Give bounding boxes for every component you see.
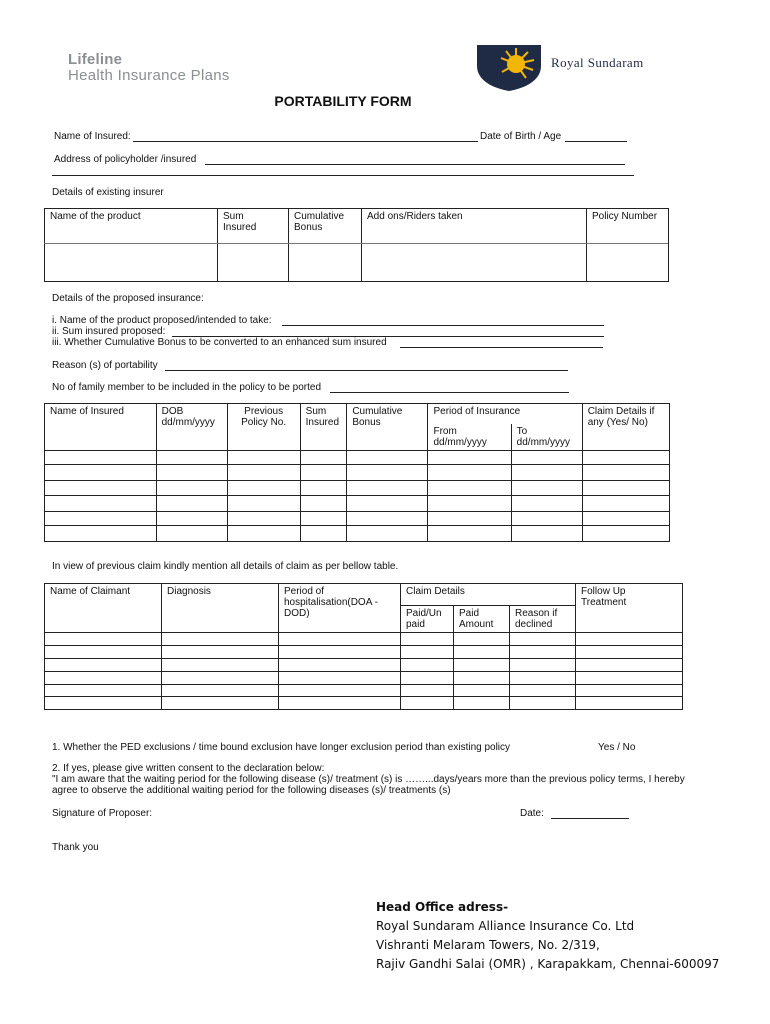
consent-instruction: 2. If yes, please give written consent to the declaration below: [52, 763, 325, 774]
address-label: Address of policyholder /insured [54, 154, 197, 165]
table-row[interactable] [45, 633, 683, 646]
address-field-line2[interactable] [52, 175, 634, 176]
table-row[interactable] [45, 659, 683, 672]
family-count-label: No of family member to be included in the policy to be ported [52, 382, 322, 393]
signature-label: Signature of Proposer: [52, 808, 153, 819]
cumulative-bonus-label: iii. Whether Cumulative Bonus to be converted to an enhanced sum insured [52, 337, 387, 348]
table-row[interactable] [45, 495, 670, 511]
table-row[interactable] [45, 685, 683, 697]
table-row[interactable] [45, 646, 683, 659]
table-row[interactable] [45, 525, 670, 541]
col-name-insured: Name of Insured [45, 404, 157, 451]
col-policy-number: Policy Number [587, 209, 669, 282]
col-member-cumulative-bonus: Cumulative Bonus [347, 404, 428, 451]
proposed-product-field[interactable] [282, 325, 604, 326]
date-field[interactable] [551, 818, 629, 819]
brand-name: Royal Sundaram [551, 55, 644, 70]
footer-heading: Head Office adress- [376, 900, 509, 914]
dob-age-label: Date of Birth / Age [480, 131, 562, 142]
col-hospitalisation-period: Period of hospitalisation(DOA - DOD) [279, 584, 401, 633]
date-label: Date: [520, 808, 544, 819]
existing-insurer-row-divider [44, 243, 668, 244]
col-sum-insured: Sum Insured [218, 209, 289, 282]
col-previous-policy: Previous Policy No. [227, 404, 300, 451]
table-row[interactable] [45, 511, 670, 525]
lifeline-logo-subtitle: Health Insurance Plans [68, 67, 230, 84]
page-title: PORTABILITY FORM [274, 93, 412, 109]
proposed-product-label: i. Name of the product proposed/intended to take: [52, 315, 272, 326]
table-row[interactable] [45, 464, 670, 480]
proposed-heading: Details of the proposed insurance: [52, 293, 204, 304]
col-cumulative-bonus: Cumulative Bonus [289, 209, 362, 282]
royal-sundaram-shield-icon [476, 44, 542, 92]
col-follow-up: Follow Up Treatment [576, 584, 683, 633]
dob-age-field[interactable] [565, 141, 627, 142]
col-claim-details-group: Claim Details [401, 584, 576, 606]
ped-question: 1. Whether the PED exclusions / time bound exclusion have longer exclusion period than existing policy [52, 742, 511, 753]
family-count-field[interactable] [330, 392, 569, 393]
table-row[interactable] [45, 697, 683, 710]
col-period-from: From dd/mm/yyyy [428, 424, 511, 451]
table-row[interactable] [45, 450, 670, 464]
existing-insurer-heading: Details of existing insurer [52, 187, 164, 198]
col-paid-unpaid: Paid/Un paid [401, 606, 454, 633]
claims-intro: In view of previous claim kindly mention all details of claim as per bellow table. [52, 561, 399, 572]
name-insured-label: Name of Insured: [54, 131, 131, 142]
cumulative-bonus-field[interactable] [400, 347, 603, 348]
ped-answer-options[interactable]: Yes / No [598, 742, 636, 753]
col-member-sum-insured: Sum Insured [300, 404, 347, 451]
footer-line1: Royal Sundaram Alliance Insurance Co. Ltd [376, 919, 635, 933]
footer-line3: Rajiv Gandhi Salai (OMR) , Karapakkam, Chennai-600097 [376, 957, 720, 971]
col-claimant-name: Name of Claimant [45, 584, 162, 633]
col-paid-amount: Paid Amount [454, 606, 510, 633]
proposed-sum-label: ii. Sum insured proposed: [52, 326, 166, 337]
col-claim-details: Claim Details if any (Yes/ No) [582, 404, 669, 451]
name-insured-field[interactable] [133, 141, 478, 142]
col-dob: DOB dd/mm/yyyy [156, 404, 227, 451]
lifeline-logo-title: Lifeline [68, 51, 123, 68]
reason-field[interactable] [165, 370, 568, 371]
col-addons: Add ons/Riders taken [362, 209, 587, 282]
claims-table [44, 583, 683, 710]
col-diagnosis: Diagnosis [162, 584, 279, 633]
consent-text-line2: agree to observe the additional waiting period for the following diseases (s)/ treatments (s) [52, 785, 451, 796]
col-reason-declined: Reason if declined [510, 606, 576, 633]
address-field[interactable] [205, 164, 625, 165]
existing-insurer-table [44, 208, 669, 282]
table-row[interactable] [45, 672, 683, 685]
footer-line2: Vishranti Melaram Towers, No. 2/319, [376, 938, 600, 952]
reason-label: Reason (s) of portability [52, 360, 158, 371]
consent-text-line1: "I am aware that the waiting period for the following disease (s)/ treatment (s) is ……...days/years more than the previous policy terms, I hereby [52, 774, 685, 785]
footer-address [376, 898, 719, 974]
col-period-of-insurance: Period of Insurance [428, 404, 582, 424]
table-row[interactable] [45, 480, 670, 495]
col-product-name: Name of the product [45, 209, 218, 282]
col-period-to: To dd/mm/yyyy [511, 424, 582, 451]
members-table [44, 403, 670, 542]
thank-you-text: Thank you [52, 842, 99, 853]
